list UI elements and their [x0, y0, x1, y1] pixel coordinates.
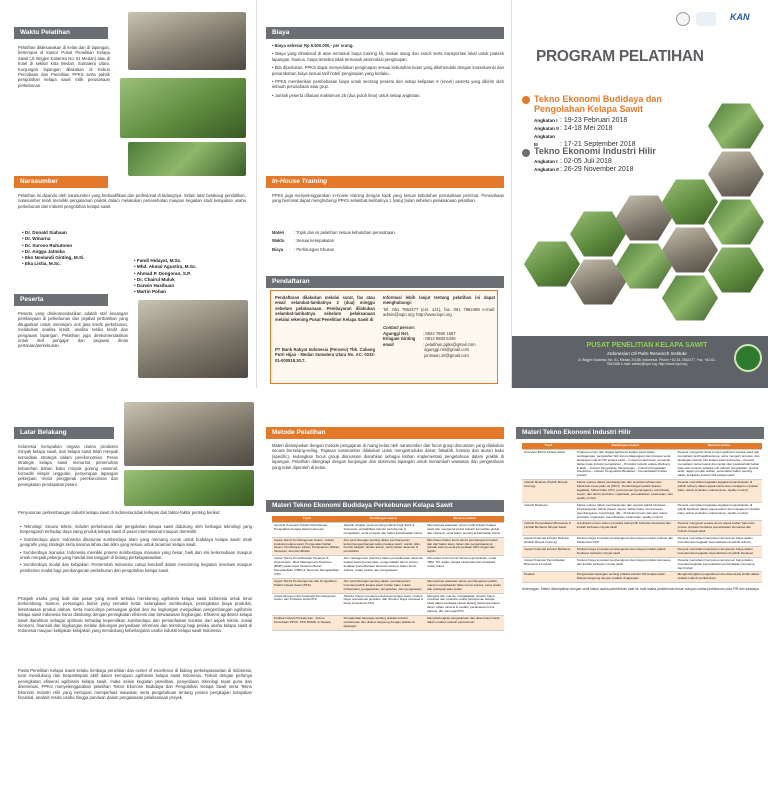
cover-title: PROGRAM PELATIHAN: [536, 48, 704, 65]
table-row: Aspek Teknis Pemeliharaan Tanaman & Keprofesian : Best Management Practices (BMP) pada masa Tanaman Belum Menghasilkan (TBM) & Tanaman Menghasilkan (TM) Alur management practices dalam pemeliharaan tanaman kelapa sawit (pemupukan, pengendalian hama, panen, tindakan pemeliharaan tanaman lainnya, faktor kunci sukses, resiko usaha, dan pengawasan Memahami kunci-kunci teknis keproduksian, mulai TBM, TM, dalam rangka eksploitasi dan antisipasi resiko teknis: [272, 556, 504, 579]
institute-name: PUSAT PENELITIAN KELAPA SAWIT: [586, 342, 708, 349]
speaker-item: • Darwin Hasibuan: [134, 283, 175, 289]
hex-photo: [708, 198, 764, 246]
table2: [522, 443, 762, 591]
table-header: Sasaran antara: [425, 516, 504, 522]
biaya-list: [272, 43, 504, 98]
inside-spread: [0, 400, 768, 802]
program2-title: Tekno Ekonomi Industri Hilir: [534, 146, 656, 156]
table-row: General Overview Industri Perkebunan Pengolahan Kelapa Sawit Indonesia Sejarah singkat, peran penting industri bagi dunia & Indonesia, profitabilitas industri perkebunan & pengolahan, serta prospek dan faktor keberhasilan bisnis Memperluas wawasan umum profil industri kelapa sawit dan mengenali posisi industri komoditas global dan nasional, serta faktor penting keberhasilan bisnis: [272, 522, 504, 537]
biaya-item: • Bila diperlukan, PPKS dapat menyediakan penginapan sesuai kebutuhan kelas yang dikehendaki dengan konsekuensi dan penambahan biaya sesuai tarif hotel/ penginapan yang berlaku.: [272, 65, 504, 76]
waktu-body: Pelatihan dilaksanakan di kelas dan di lapangan, bertempat di kantor Pusat Penelitian Kelapa Sawit (Jl. Brigjen Katamso No. 51 Medan) atau di hotel di sekitar kota Medan, Sumatera Utara. Kunjungan lapangan dilakukan di Kebun Percobaan dan Penelitian PPKS serta pabrik pengolahan kelapa sawit milik perusahaan perkebunan.: [18, 45, 110, 88]
latar-p4: Pusat Penelitian Kelapa Sawit selaku lembaga penelitian dan center of excellence di bidang perkelapasawitan di Indonesia, turut mendukung dan berpartisipasi aktif dalam kemajuan agribisnis kelapa sawit Indonesia. Terkait dengan perlunya peningkatan efisiensi agribisnis kelapa sawit, maka selain kegiatan penelitian, penyediaan teknologi tepat guna dan diseminasi, PPKS menyelenggarakan pelatihan Tekno Ekonomi Budidaya dan Pengolahan Kelapa Sawit serta Tekno Ekonomi Industri Hilir yang bertujuan memperluas wawasan serta pengetahuan tentang proses pengkajian kelayakan finansial, analisis resiko usaha hingga panduan dalam pengawasan pelaksanaan proyek.: [18, 668, 252, 701]
panel-hilir: [512, 400, 768, 802]
table-row: Aspek Finansial Pemanfaatan Biomassa & Limbah Struktur biaya investasi pembangunan dan biaya produksi biomassa dan limbah berbasis minyak sawit Peserta memahami komponen-komponen biaya dalam investasi kegiatan keproduksian pemanfaatan biomassa dan limbah: [522, 557, 762, 572]
iso-logo: [676, 12, 690, 26]
bullet-icon: [522, 149, 530, 157]
pendaftaran-info-head: Informasi lebih lanjut tentang pelatihan ini dapat menghubungi:: [383, 295, 495, 306]
table-row: Aspek Teknis Pembangunan Kebun : Faktor produksi kelapa sawit, Pengenalan bahan tanam, Pembukaan Lahan, Penanaman, Bahan Tanaman, dan Pembibitan Alur pertimbangan penting dalam pembangunan kebun/pengembangan kebun kelapa sawit : teknik, iklim, bentuk wilayah, desain kebun, serta bahan tanaman & pembibitan Memahami faktor kunci teknis pembangunan kebun dan dari faktor alam, lahan dan pengelolaannya (desain kebun) serta penyediaan bibit unggul dan legitim: [272, 537, 504, 556]
pendaftaran-tel: Tel. 061 7862477 (ext. 121), fax. 061 7862488 e-mail: admin@iopri.org; http://www.iopri.org: [383, 307, 495, 318]
latar-points: • Teknologi: Secara teknis, industri perkebunan dan pengolahan kelapa sawit didukung oleh berbagai teknologi yang berpengaruh terhadap daya saing produk kelapa sawit di pasar internasional maupun domestik. • Sumberdaya alam: Indonesia dikaruniai sumberdaya alam yang memang cocok untuk budidaya kelapa sawit: letak geografis yang strategis serta karunia lahan dan iklim yang sesuai untuk tanaman kelapa sawit. • Sumberdaya manusia: Indonesia memiliki potensi sumberdaya manusia yang besar, baik dari sisi ketersediaan maupun untuk menjadi pekerja yang handal dan tangguh di bidang perkelapasawitan. • Sumberdaya modal dan kebijakan: Pemerintah Indonesia cukup kondusif dalam mendorong kegiatan investasi maupun pemberian modal bagi pembangunan perkebunan dan pengolahan kelapa sawit.: [20, 524, 252, 573]
classroom-photo: [128, 12, 246, 70]
speaker-item: • Ahmad P. Dongoran, S.P.: [134, 270, 191, 276]
table-header: Kandungan materi: [342, 516, 426, 522]
table-row: Aspek Finansial Industri Refinasi (Pabrik Minyak Goreng) Struktur biaya investasi pembangunan dan biaya produksi refinasi dan fraksionasi CPO Peserta memahami komponen-komponen biaya dalam investasi dan kegiatan keproduksian di pabrik refinery: [522, 536, 762, 547]
hex-photo: [708, 246, 764, 294]
section-title-peserta: Peserta: [14, 294, 108, 306]
pendaftaran-bank: PT Bank Rakyat Indonesia (Persero) Tbk. Cabang Putri Hijau - Medan Sumatera Utara No. AC. 0033-01-000518.30.7.: [275, 347, 375, 363]
inhouse-body: PPKS juga menyelenggarakan in-house training dengan topik yang sesuai kebutuhan perusahaan pemínat. Perusahaan yang berminat dapat menghubungi PPKS selambat-lambatnya 1 (satu) bulan sebelum pelaksanaan pelatihan.: [272, 193, 504, 204]
table-header: Kandungan materi: [575, 443, 676, 449]
speaker-item: • Mhd. Akmal Agustira, M.Sc.: [134, 264, 197, 270]
table-row: Industri Pemanfaatan Biomassa & Limbah Berbasis Minyak Sawit Gambaran umum sistem produksi tulang hilir berbasis biomassa dan limbah berbasis minyak sawit Peserta mengenal secara umum aspek bahan baku dan proses produksi berbasis pemanfaatan biomassa dan limbah minyak sawit: [522, 521, 762, 536]
biaya-item: • PPKS memberikan pembebasan biaya untuk seorang peserta dari setiap kelipatan 6 (enam) peserta yang dikirim oleh sebuah perusahaan atau grup.: [272, 79, 504, 90]
program1-title: Tekno Ekonomi Budidaya dan Pengolahan Kelapa Sawit: [534, 94, 662, 114]
pendaftaran-box: [270, 290, 498, 384]
certification-logo: [696, 12, 716, 26]
speaker-item: • Eko Novlandi Ginting, M.Si.: [22, 255, 85, 261]
table-row: Praktek Industri Perkebunan : Kebun Percobaan PPKS, PKS BUMN, & Swasta Pengamatan lapangan tentang praktek industri perkebunan dan diskusi langsung dengan praktisi di lapangan Menghubungkan pengetahuan dan diseminasi ilmiah dalam realitas industri perkebunan: [272, 616, 504, 631]
speaker-item: • Dr. Chairul Muluk: [134, 276, 175, 282]
biaya-item: • Jumlah peserta dibatasi maksimum 25 (dua puluh lima) untuk setiap angkatan.: [272, 92, 421, 98]
nursery-photo: [124, 470, 254, 506]
table-row: Aspek Finansial Industri Biodiesel Struktur biaya investasi pembangunan dan biaya produksi pabrik biodiesel berbasis minyak sawit Peserta memahami komponen-komponen biaya dalam investasi dan kegiatan keproduksian di pabrik biodiesel: [522, 546, 762, 557]
latar-p2: Penyusunan perkembangan industri kelapa sawit di Indonesia tidak terlepas dari faktor-faktor penting berikut:: [18, 510, 221, 515]
hex-photo: [662, 274, 718, 322]
program2-schedule: Angkatan I : 02-05 Juli 2018 Angkatan II: 26-29 November 2018: [534, 158, 634, 173]
table-row: Aspek Teknis Pembangunan dan Pengolahan Pabrik Kelapa Sawit (PKS) Alur pertimbangan penting dalam pembangunan/ investasi pabrik kelapa sawit: bahan baku, lokasi, infrastruktur, pengawasan, pengolahan, dan pengelolaan Memperluas wawasan teknis pembangunan pabrik, mampu menjabarkan faktor kunci sukses, serta resiko dan antisipasi atas resiko: [272, 578, 504, 593]
contact-person-head: Contact person:: [383, 325, 416, 330]
table-row: Aspek Ekonomi dan Finansial Pembangunan Kebun dan Produksi serta PKS Struktur biaya investasi perkebunan kelapa sawit, struktur biaya operasional produksi, dan Struktur biaya investasi & biaya produksi di PKS Mengerti dan mampu menjabarkan struktur biaya investasi dan produksi usaha perkebunan kelapa sawit dalam berbagai situasi lapang (letak keesuaian lahan, lahan mineral & mudlisi, pertanaman inti & plasma, dll), dan juga PKS: [272, 593, 504, 616]
speaker-item: • Fandi Hidayat, M.Sc.: [134, 258, 182, 263]
metode-body: Materi disampaikan dengan metode pengajaran di ruang kelas oleh narasumber dan focus group discussion yang dilakukan secara berselang-seling. Pajanan narasumber dilakukan untuk mengintroduksi dasar, falsafah, konsep dan aturan baku (specific), sedangkan focus group discussion diarahkan sebagai latihan implementasi pengetahuan dalam praktik di lapangan. Pelatihan dilengkapi dengan kunjungan dan observasi lapangan untuk menambah wawasan dan pengetahuan yang telah diperoleh di kelas.: [272, 443, 504, 470]
speaker-item: • Dr. Suroso Rahutomo: [22, 242, 73, 248]
table-header: Sasaran antara: [676, 443, 762, 449]
section-title-table2: Materi Tekno Ekonomi Industri Hilir: [516, 427, 764, 439]
section-title-inhouse: In-House Training: [266, 176, 504, 188]
latar-p3: Prospek usaha yang baik dan pasar yang masih terbuka mendorong agribisnis kelapa sawit Indonesia untuk terus berkembang. Namun, persaingan bisnis yang semakin ketat, kelangkaan sumberdaya, peningkatan biaya produksi, ketertatasan produk olahan, serta munculnya persaingan global dan isu lingkungan menjadikan pengembangan agribisnis kelapa sawit Indonesia harus diimbangi dengan peningkatan efisiensi dan berwawasan lingkungan. Efisiensi agribisnis kelapa sawit diarahkan sebagai optimasi terhadap kepemilikan sumberdaya dan pemanfaatan teruktur dari aspek teknis, sosial ekonomi, finansial dan lingkungan melalui dukungan penyediaan informasi dan teknologi bagi pelaku usaha kelapa sawit di Indonesia maupun kebijakan-kebijakan yang mendukung keberlanjutan usaha industri kelapa sawit Indonesia.: [18, 596, 252, 634]
panel-cover: [512, 0, 768, 388]
section-title-narasumber: Narasumber: [14, 176, 108, 188]
biaya-item: • Biaya sebesar Rp 6.500.000,- per orang.: [272, 43, 354, 48]
speaker-item: • Martin Pohan: [134, 289, 166, 295]
section-title-biaya: Biaya: [266, 27, 504, 39]
hex-photo: [708, 150, 764, 198]
iopri-logo: [734, 344, 762, 372]
table-row: Overview Bisnis Kelapa Sawit Tinjauan umum dan tingkat agribisnis kelapa sawit dalam perdagangan, pengolahan hilir dan perdagangan) dan prospek serta tantangan industri hilir kelapa sawit – Industri perkebunan, pemasok bahan baku industri pengolahan – Produksi industri antara (Refinery, Fraksi) – Industri Pengolahan Oleopangan – Industri Pengolahan Oleokimia – Industri Pengolahan Biodiesel – Pemanfaatan limbah industri Peserta mengenal rantai proses agribisnis kelapa sawit dan memahami profil agribisnisnya, serta mengerti prospek, dan tantangan industri hilir kelapa sawit Indonesia – Peserta memahami rantai pasok dan rantai nilai; karakteristik bahan baku dan turunan sebagai sub industri pengolahan, produk akhir, ragam produk olahan, serta faktor-faktor penting dalam kebijakan industri hilir kelapa sawit: [522, 449, 762, 479]
narasumber-list-left: [22, 230, 132, 268]
section-title-table1: Materi Tekno Ekonomi Budidaya Perkebunan Kelapa Sawit: [266, 500, 504, 512]
section-title-waktu: Waktu Pelatihan: [14, 27, 108, 39]
speaker-item: • Dr. Angga Jatmika: [22, 248, 65, 254]
table-row: Industri Refinasi (Pabrik Minyak Goreng) Faktor sukses dalam pembangunan dan produksi refinasi dan fraksinasi crude palm oil (CPO) : Pertimbangan pabrik (lokasi, legalitas), bahan baku CPO, pemrosesan (penanganan, kombinasi), mesin, dan teknis produksi, organisasi, pemeliharaan, keamanan, dan quality control Peserta memahami kegiatan-kegiatan keproduksian di pabrik refinery dalam aspek teknis dan manajemen (bahan baku, teknis produksi, maintenance, quality control): [522, 480, 762, 503]
narasumber-list-right: [134, 258, 252, 296]
table-header: Topik: [272, 516, 342, 522]
panel-biaya-pendaftaran: [258, 0, 508, 388]
speaker-item: • Dr. Donald Siahaan: [22, 230, 67, 235]
section-title-pendaftaran: Pendaftaran: [266, 276, 504, 288]
institute-subname: Indonesian Oil Palm Research Institute: [607, 351, 687, 356]
contact-list: Agunggi Nst. : 0822 7690 1667 Erlagam Ginting : 0813 9683 5345 email : pelatihan.ppks@gmail.com agunggi.nst@gmail.com junirwan.18@gmail.com: [383, 331, 476, 358]
participants-photo: [138, 300, 248, 378]
narasumber-body: Pelatihan ini dipandu oleh narasumber yang berkualifikasi dan profesional di bidangnya. Selain latar belakang pendidikan, narasumber telah memiliki pengalaman praktis dalam melakukan penasehatan maupun kegiatan studi kelayakan usaha perkebunan dan industri pengolahan kelapa sawit.: [18, 193, 246, 209]
table-header: Topik: [522, 443, 575, 449]
speaker-item: • Dr. Winarna: [22, 236, 51, 242]
program1-schedule: Angkatan I : 19-23 Februari 2018 Angkatan II: 14-18 Mei 2018 Angkatan III : 17-21 September 2018: [534, 117, 636, 148]
table1: [272, 516, 504, 631]
inhouse-details: Materi : Topik dan isi pelatihan sesuai kebutuhan perusahaan. Waktu : Sesuai kesepakatan Biaya : Perhitungan Khusus: [272, 230, 396, 252]
section-title-latar: Latar Belakang: [14, 427, 114, 439]
latar-p1: Indonesia merupakan negara utama produsen minyak kelapa sawit, dan kelapa sawit telah menjadi komoditas strategis dalam perekonomian. Peran strategis kelapa sawit menuntut pemenuhan kebutuhan bahan baku minyak goreng nasional, komoditi ekspor unggulan, penyerapan lapangan pekerjaan, motor penggerak perekonomian dan peningkatan pendapatan petani.: [18, 444, 118, 487]
institute-footer: [512, 336, 768, 388]
bullet-icon: [522, 96, 530, 104]
seminar-photo: [124, 402, 254, 466]
plantation-photo: [128, 142, 246, 176]
institute-address: Jl. Brigjen Katamso No. 51, Medan 20158, Indonesia. Phone +62-61-7862477, Fax. +62-61-7862488 e-mail: admin@iopri.org, http://www.iopri.org: [577, 358, 717, 367]
peserta-body: Peserta yang direkomendasikan adalah staf keuangan pembiayaan di perkebunan dan pejabat perbankan yang ditugaskan untuk meminjam unit jasa kredit perkebunan, melakukan analisa kredit, analisa resiko kredit dan pengawas lapangan. Pelatihan juga direkomendasikan untuk staf pengajar dan pegawai dinas pertanian/perkebunan.: [18, 311, 128, 349]
table-row: Praktek Pengamatan lapangan tentang praktek industri hilir kelapa sawit. Diskusi langsung dengan praktisi di lapangan Menghubungkan pengetahuan dan diseminasi ilmiah dalam realitas industri perkebunan: [522, 572, 762, 583]
panel-metode: [258, 400, 508, 802]
table-row: Industri Biodiesel Faktor sukses dalam pembangunan dan operasi pabrik biodiesel – Pembangunan pabrik (lokasi, layout, bahan baku, pemrosesan (pembangunan, kombinasi), dll) – Produksi (mesin dan alat, teknis produksi, organisasi, pemeliharaan, keamanan, quality control) Peserta memahami kegiatan-kegiatan keproduksian di pabrik biodiesel dalam aspek teknis dan manajemen (bahan baku, teknis produksi, maintenance, quality control): [522, 502, 762, 521]
panel-waktu-narasumber: [0, 0, 256, 388]
pendaftaran-left: Pendaftaran dilakukan melalui surat, fax atau email selambat-lambatnya 2 (dua) minggu sebelum pelaksanaan. Pembayaran dilakukan selambat-lambatnya sebelum pelaksanaan melalui rekening Pusat Penelitian Kelapa Sawit di: [275, 295, 375, 322]
field-visit-photo: [120, 78, 246, 138]
speaker-item: • Eka Listia, M.Sc.: [22, 261, 61, 267]
kan-logo: KAN: [730, 12, 750, 22]
panel-latar: [0, 400, 256, 802]
fold-line: [256, 0, 257, 388]
biaya-item: • Biaya yang dimaksud di atas termasuk biaya training kit, makan siang dan snack serta transportasi lokal untuk praktek lapangan. Namun, biaya tersebut tidak termasuk akomodasi penginapan.: [272, 51, 504, 62]
section-title-metode: Metode Pelatihan: [266, 427, 504, 439]
table2-note: Keterangan: Materi disampaikan dengan studi kasus usaha perkebunan saat ini, baik usaha perkebunan besar maupun usaha perkebunan pola PIR dan swadaya.: [522, 587, 760, 592]
hex-photo: [708, 102, 764, 150]
